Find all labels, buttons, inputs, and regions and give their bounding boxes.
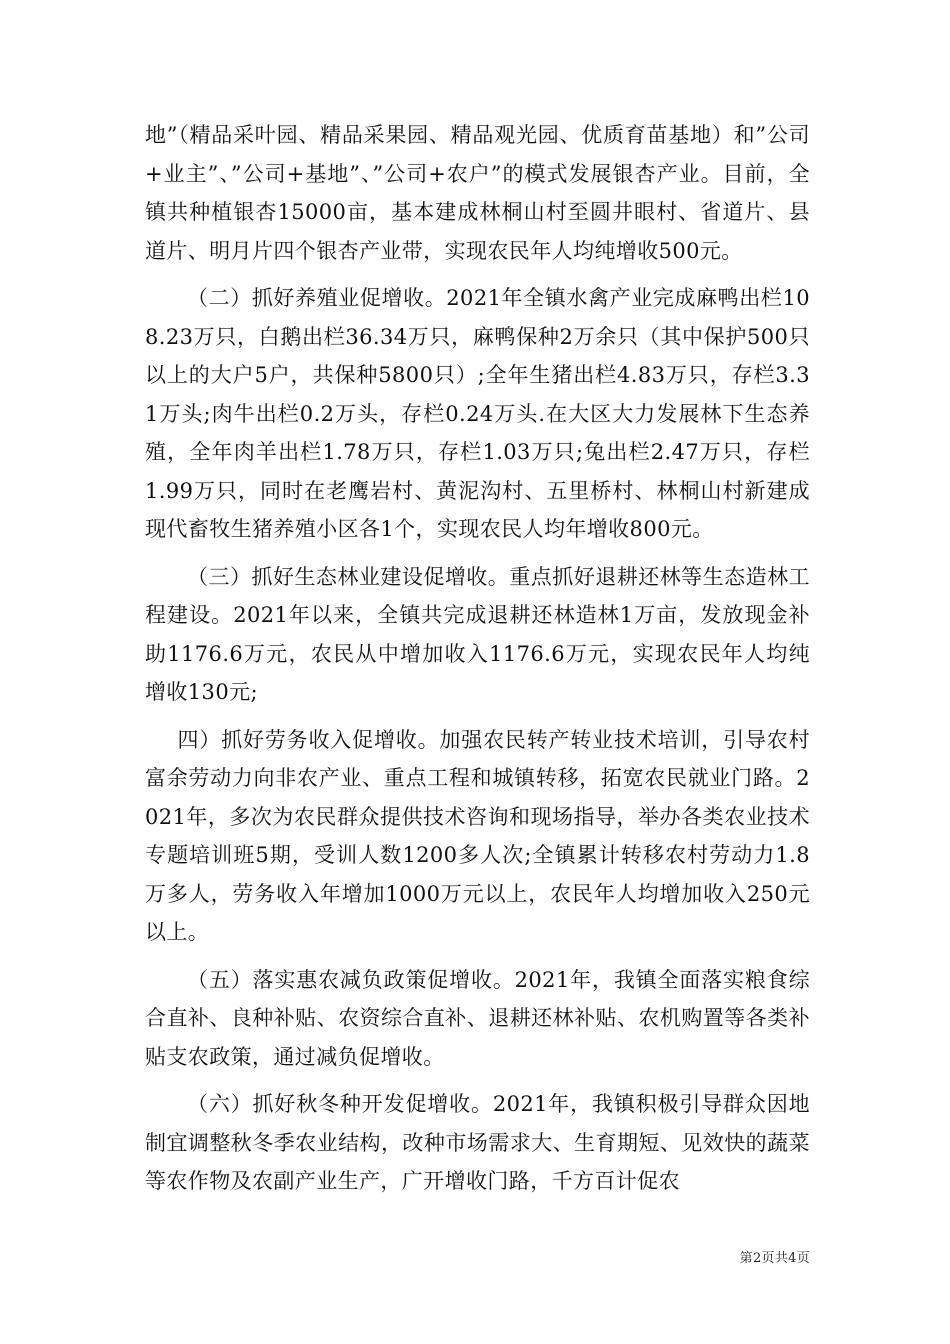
paragraph-autumn-winter: （六）抓好秋冬种开发促增收。2021年，我镇积极引导群众因地制宜调整秋冬季农业结构，改种市场需求大、生育期短、见效快的蔬菜等农作物及农副产业生产，广开增收门路，千方百计促农 bbox=[145, 1092, 810, 1193]
document-body bbox=[145, 116, 810, 1210]
paragraph-forestry: （三）抓好生态林业建设促增收。重点抓好退耕还林等生态造林工程建设。2021年以来，全镇共完成退耕还林造林1万亩，发放现金补助1176.6万元，农民从中增加收入1176.6万元，实现农民年人均纯增收130元; bbox=[145, 564, 810, 704]
paragraph-livestock: （二）抓好养殖业促增收。2021年全镇水禽产业完成麻鸭出栏108.23万只，白鹅出栏36.34万只，麻鸭保种2万余只（其中保护500只以上的大户5户，共保种5800只）;全年生猪出栏4.83万只，存栏3.31万头;肉牛出栏0.2万头，存栏0.24万头.在大区大力发展林下生态养殖，全年肉羊出栏1.78万只，存栏1.03万只;兔出栏2.47万只，存栏1.99万只，同时在老鹰岩村、黄泥沟村、五里桥村、林桐山村新建成现代畜牧生猪养殖小区各1个，实现农民人均年增收800元。 bbox=[145, 286, 810, 541]
paragraph-policy: （五）落实惠农减负政策促增收。2021年，我镇全面落实粮食综合直补、良种补贴、农资综合直补、退耕还林补贴、农机购置等各类补贴支农政策，通过减负促增收。 bbox=[145, 967, 810, 1069]
paragraph-continuation: 地”（精品采叶园、精品采果园、精品观光园、优质育苗基地）和”公司+业主”、”公司+基地”、”公司+农户”的模式发展银杏产业。目前，全镇共种植银杏15000亩，基本建成林桐山村至圆井眼村、省道片、县道片、明月片四个银杏产业带，实现农民年人均纯增收500元。 bbox=[145, 123, 810, 263]
paragraph-labor: 四）抓好劳务收入促增收。加强农民转产转业技术培训，引导农村富余劳动力向非农产业、重点工程和城镇转移，拓宽农民就业门路。2021年，多次为农民群众提供技术咨询和现场指导，举办各类农业技术专题培训班5期，受训人数1200多人次;全镇累计转移农村劳动力1.8万多人，劳务收入年增加1000万元以上，农民年人均增加收入250元以上。 bbox=[145, 727, 810, 944]
page-number: 第2页共4页 bbox=[739, 1251, 810, 1266]
